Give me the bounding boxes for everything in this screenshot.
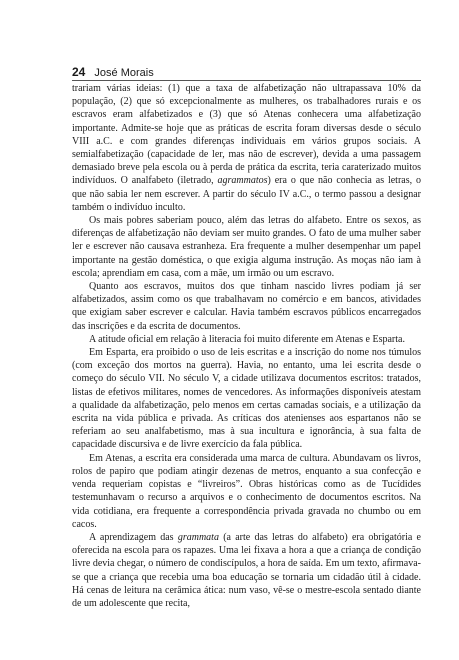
paragraph-6: Em Atenas, a escrita era considerada uma marca de cultura. Abundavam os livros, rolos de papiro que podiam atingir dezenas de metros, enquanto a sua confecção e venda requeriam copistas e “livreiros”. Obras históricas como as de Tucídides testemunhavam o recurso a arquivos e o conhecimento de documentos escritos. Na vida cotidiana, era frequente a correspondência privada gravada no chumbo ou em cacos. xyxy=(72,452,421,530)
paragraph-1: trariam várias ideias: (1) que a taxa de alfabetização não ultrapassava 10% da população, (2) que só excepcionalmente as mulheres, os trabalhadores rurais e os escravos eram alfabetizados e (3) que só Atenas conhecera uma alfabetização importante. Admite-se hoje que as práticas de escrita foram diversas desde o século VIII a.C. e com grandes diferenças individuais em vários grupos sociais. A semialfabetização (capacidade de ler, mas não de escrever), devida a uma passagem demasiado breve pela escola ou à perda de prática da escrita, teria caraterizado muitos indivíduos. O analfabeto (iletrado, agrammatos) era o que não conhecia as letras, o que não sabia ler nem escrever. A partir do século IV a.C., o termo passou a designar também o indivíduo inculto. xyxy=(72,83,421,213)
running-head xyxy=(72,64,422,80)
body-text xyxy=(72,82,421,610)
page-number: 24 xyxy=(72,65,86,79)
paragraph-5: Em Esparta, era proibido o uso de leis escritas e a inscrição do nome nos túmulos (com exceção dos mortos na guerra). Havia, no entanto, uma lei escrita desde o começo do século VII. No século V, a cidade utilizava documentos escritos: tratados, listas de efetivos militares, nomes de vencedores. As informações disponíveis atestam a qualidade da alfabetização, pelo menos em certas camadas sociais, e a utilização da escrita na vida pública e privada. As críticas dos atenienses aos espartanos não se referiam ao seu analfabetismo, mas à sua incultura e ignorância, à sua falta de capacidade discursiva e de livre exercício da fala pública. xyxy=(72,347,421,451)
paragraph-4: A atitude oficial em relação à literacia foi muito diferente em Atenas e Esparta. xyxy=(89,333,405,345)
paragraph-3: Quanto aos escravos, muitos dos que tinham nascido livres podiam já ser alfabetizados, assim como os que trabalhavam no comércio e em bancos, atividades que exigiam saber escrever e calcular. Havia também escravos públicos encarregados das inscrições e da escrita de documentos. xyxy=(72,281,421,332)
paragraph-2: Os mais pobres saberiam pouco, além das letras do alfabeto. Entre os sexos, as diferenças de alfabetização não deviam ser muito grandes. O fato de uma mulher saber ler e escrever não causava estranheza. Era frequente a mulher desempenhar um papel importante na gestão doméstica, o que exigia alguma instrução. As moças não iam à escola; aprendiam em casa, com a mãe, um irmão ou um escravo. xyxy=(72,215,421,279)
paragraph-7: A aprendizagem das grammata (a arte das letras do alfabeto) era obrigatória e oferecida na escola para os rapazes. Uma lei fixava a hora a que a criança de condição livre devia chegar, o número de condiscípulos, a hora de saída. Em um texto, afirmava-se que a criança que recebia uma boa educação se tornaria um cidadão útil à cidade. Há cenas de leitura na cerâmica ática: num vaso, vê-se o mestre-escola sentado diante de um adolescente que recita, xyxy=(72,531,421,609)
running-head-author: José Morais xyxy=(94,67,154,79)
header-rule xyxy=(72,80,421,81)
